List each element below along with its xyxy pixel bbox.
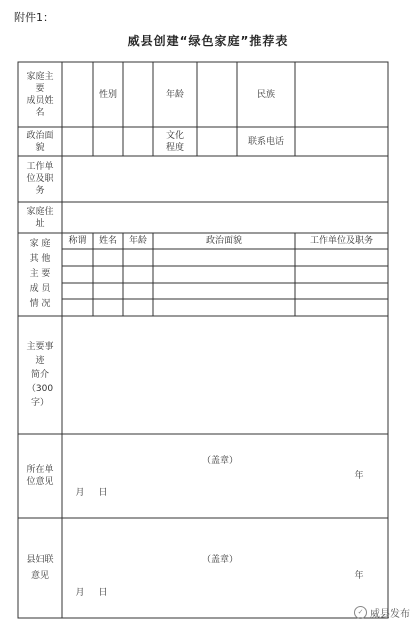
county-day: 日 (98, 588, 108, 598)
label-political-status: 政治面 貌 (26, 130, 54, 153)
label-gender: 性别 (98, 89, 117, 100)
county-month: 月 (75, 588, 85, 598)
label-unit-opinion: 所在单 位意见 (26, 465, 54, 487)
members-header-age: 年龄 (128, 236, 147, 246)
unit-month: 月 (75, 488, 85, 498)
unit-year: 年 (354, 471, 364, 481)
unit-day: 日 (98, 488, 108, 498)
label-phone: 联系电话 (247, 136, 284, 147)
label-county-opinion: 县妇联 意见 (26, 555, 54, 581)
members-header-relation: 称谓 (68, 236, 87, 246)
members-header-work: 工作单位及职务 (309, 236, 373, 246)
county-seal: （盖章） (201, 555, 238, 565)
attachment-label: 附件1： (14, 11, 54, 24)
watermark (354, 605, 410, 620)
county-year: 年 (354, 571, 364, 581)
wechat-icon: ✓ (354, 606, 367, 619)
page-title: 威县创建“绿色家庭”推荐表 (127, 34, 289, 48)
members-header-political: 政治面貌 (205, 236, 242, 246)
label-deeds: 主要事 迹 简介 （300 字） (26, 342, 54, 408)
label-other-members: 家 庭 其 他 主 要 成 员 情 况 (29, 239, 51, 309)
label-age: 年龄 (165, 89, 184, 100)
label-ethnicity: 民族 (256, 89, 275, 100)
watermark-text: 威县发布 (370, 609, 410, 620)
label-address: 家庭住 址 (26, 206, 54, 229)
unit-seal: （盖章） (201, 456, 238, 466)
members-header-name: 姓名 (98, 236, 117, 246)
label-education: 文化 程度 (165, 130, 184, 153)
label-member-name: 家庭主 要 成员姓 名 (26, 71, 54, 118)
label-work-unit: 工作单 位及职 务 (26, 162, 54, 196)
